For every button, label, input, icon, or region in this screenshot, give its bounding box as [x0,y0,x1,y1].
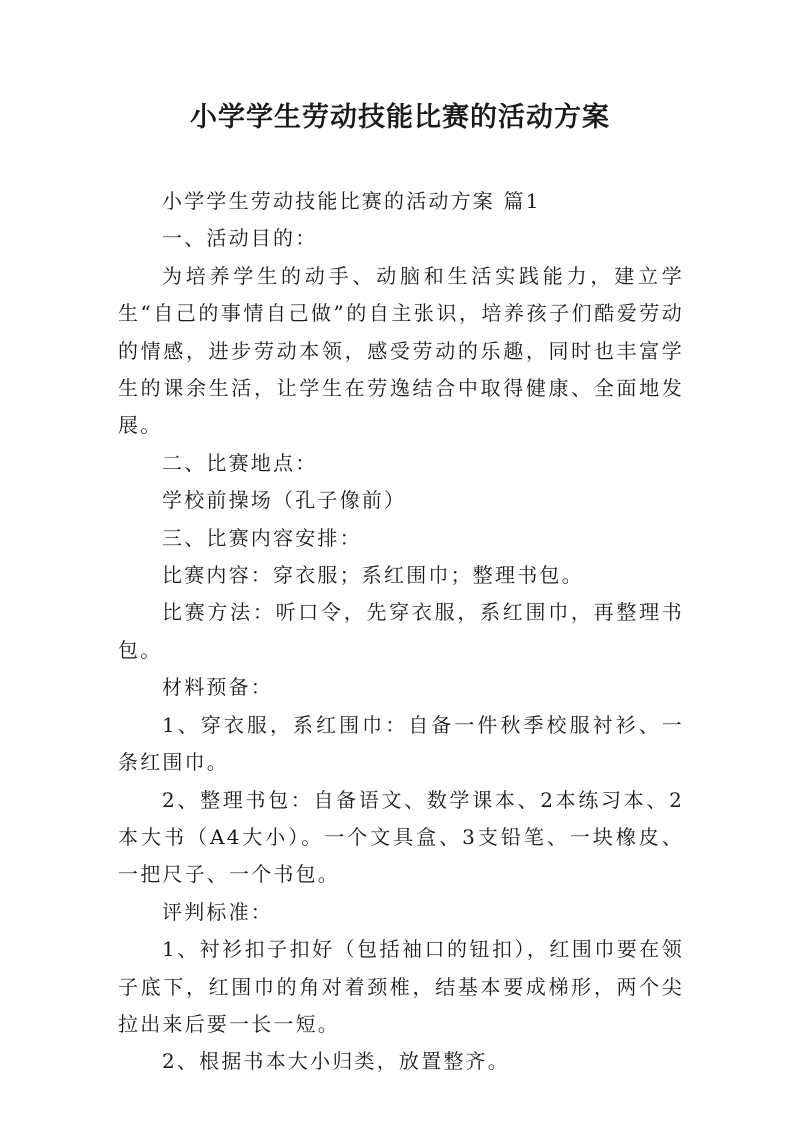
paragraph: 学校前操场（孔子像前） [162,488,407,513]
paragraph: 1、衬衫扣子扣好（包括袖口的钮扣），红围巾要在领子底下，红围巾的角对着颈椎，结基本要成梯形，两个尖拉出来后要一长一短。 [118,937,684,1036]
document-title: 小学学生劳动技能比赛的活动方案 [190,102,610,133]
paragraph: 2、整理书包：自备语文、数学课本、2本练习本、2本大书（A4大小）。一个文具盒、3支铅笔、一块橡皮、一把尺子、一个书包。 [118,787,684,887]
section-heading: 一、活动目的： [162,226,318,251]
paragraph: 1、穿衣服，系红围巾：自备一件秋季校服衬衫、一条红围巾。 [118,712,684,775]
paragraph-heading: 小学学生劳动技能比赛的活动方案 篇1 [162,189,541,213]
paragraph: 2、根据书本大小归类，放置整齐。 [162,1049,510,1074]
section-heading: 三、比赛内容安排： [162,525,362,550]
paragraph: 比赛方法：听口令，先穿衣服，系红围巾，再整理书包。 [118,600,684,662]
sub-heading: 评判标准： [162,899,273,924]
paragraph: 比赛内容：穿衣服；系红围巾；整理书包。 [162,563,584,588]
sub-heading: 材料预备： [162,675,273,700]
document-body [118,183,684,1081]
section-heading: 二、比赛地点： [162,450,318,475]
paragraph: 为培养学生的动手、动脑和生活实践能力，建立学生“自己的事情自己做”的自主张识，培养孩子们酷爱劳动的情感，进步劳动本领，感受劳动的乐趣，同时也丰富学生的课余生活，让学生在劳逸结合中取得健康、全面地发展。 [118,263,684,438]
